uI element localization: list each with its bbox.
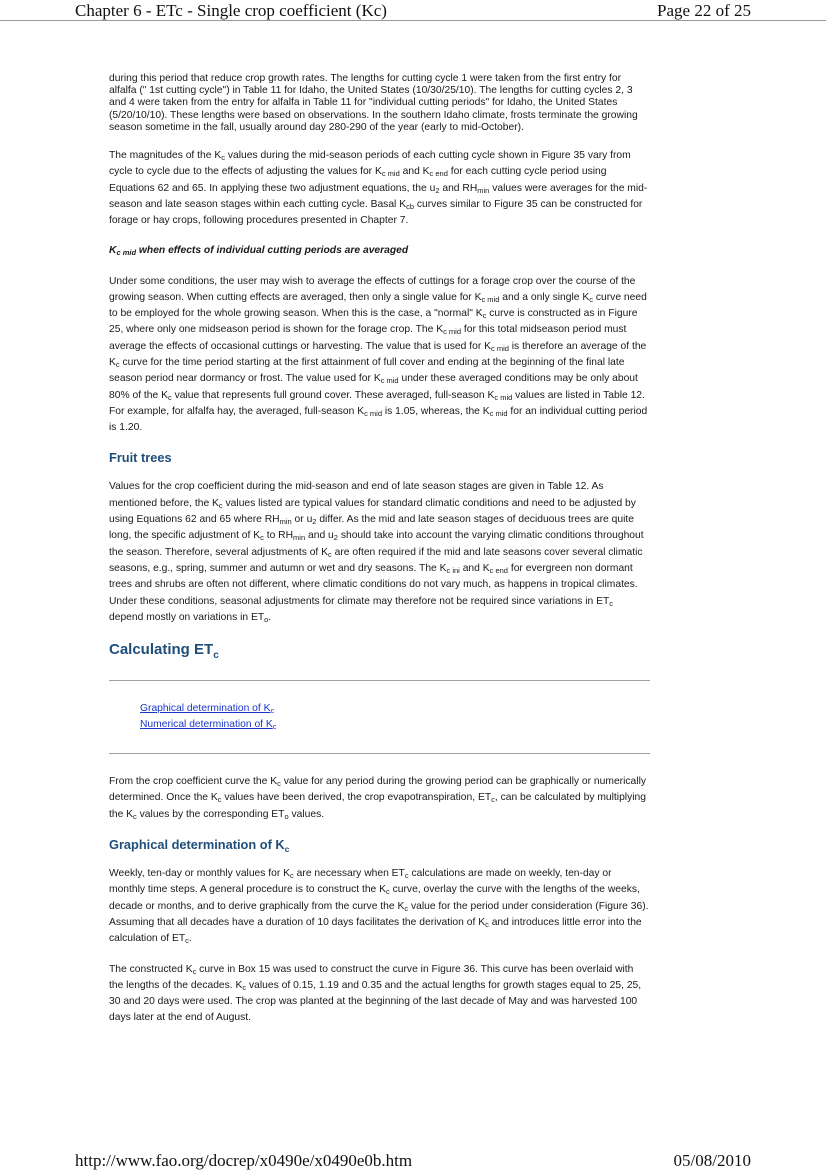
header-title: Chapter 6 - ETc - Single crop coefficient (Kc) (75, 1, 387, 20)
toc-link-numerical[interactable]: Numerical determination of $K_c$ (140, 719, 277, 732)
heading-calculating-etc: Calculating $ET_c$ (109, 641, 219, 662)
footer-date: 05/08/2010 (673, 1151, 751, 1170)
paragraph-averaged-cuttings: Under some conditions, the user may wish to average the effects of cuttings for a forage crop over the course of the growing season. When cutting effects are averaged, then only a single value for $K_{c mid}$ and a only single $K_c$ curve need to be employed for the whole growing season. When this is the case, a "normal" $K_c$ curve is constructed as in Figure 25, where only one midseason period is shown for the forage crop. The $K_{c mid}$ for this total midseason period must average the effects of occasional cuttings or harvesting. The value that is used for $K_{c mid}$ is therefore an average of the $K_c$ curve for the time period starting at the first attainment of full cover and ending at the beginning of the final late season period near dormancy or frost. The value used for $K_{c mid}$ under these averaged conditions may be only about 80% of the $K_c$ value that represents full ground cover. These averaged, full-season $K_{c mid}$ values are listed in Table 12. For example, for alfalfa hay, the averaged, full-season $K_{c mid}$ is 1.05, whereas, the $K_{c mid}$ for an individual cutting period is 1.20. (109, 275, 648, 434)
paragraph-box-15-curve: The constructed $K_c$ curve in Box 15 was used to construct the curve in Figure 36. This curve has been overlaid with the lengths of the decades. $K_c$ values of 0.15, 1.19 and 0.35 and the actual lengths for growth stages equal to 25, 25, 30 and 20 days were used. The crop was planted at the beginning of the last decade of May and was harvested 100 days later at the end of August. (109, 963, 642, 1024)
document-body (109, 73, 650, 1041)
paragraph-fruit-trees: Values for the crop coefficient during the mid-season and end of late season stages are given in Table 12. As mentioned before, the $K_c$ values listed are typical values for standard climatic conditions and need to be adjusted by using Equations 62 and 65 where $RH_{min}$ or $u_2$ differ. As the mid and late season stages of deciduous trees are quite long, the specific adjustment of $K_c$ to $RH_{min}$ and $u_2$ should take into account the varying climatic conditions throughout the season. Therefore, several adjustments of $K_c$ are often required if the mid and late seasons cover several climatic seasons, e.g., spring, summer and autumn or wet and dry seasons. The $K_{c ini}$ and $K_{c end}$ for evergreen non dormant trees and shrubs are often not different, where climatic conditions do not vary much, as happens in tropical climates. Under these conditions, seasonal adjustments for climate may therefore not be required since variations in $ET_c$ depend mostly on variations in $ET_o$. (109, 481, 644, 624)
toc-link-graphical[interactable]: Graphical determination of $K_c$ (140, 703, 275, 716)
heading-graphical-determination: Graphical determination of $K_c$ (109, 837, 290, 855)
footer-url: http://www.fao.org/docrep/x0490e/x0490e0b.htm (75, 1151, 413, 1170)
subheading-kc-mid-averaged: $K_{c mid}$ when effects of individual cutting periods are averaged (109, 244, 409, 257)
section-table-of-contents (109, 681, 650, 753)
toc-bottom-divider (109, 753, 650, 754)
heading-fruit-trees: Fruit trees (109, 450, 172, 466)
paragraph-kc-magnitudes: The magnitudes of the $K_c$ values during the mid-season periods of each cutting cycle shown in Figure 35 vary from cycle to cycle due to the effects of adjusting the values for $K_{c mid}$ and $K_{c end}$ for each cutting cycle period using Equations 62 and 65. In applying these two adjustment equations, the $u_2$ and $RH_{min}$ values were averages for the mid-season and late season stages within each cutting cycle. Basal $K_{cb}$ curves similar to Figure 35 can be constructed for forage or hay crops, following procedures presented in Chapter 7. (109, 150, 648, 227)
paragraph-cutting-cycles: during this period that reduce crop growth rates. The lengths for cutting cycle 1 were taken from the first entry for alfalfa (" 1st cutting cycle") in Table 11 for Idaho, the United States (10/30/25/10). The lengths for cutting cycles 2, 3 and 4 were taken from the entry for alfalfa in Table 11 for "individual cutting periods" for Idaho, the United States (5/20/10/10). These lengths were based on observations. In the southern Idaho climate, frosts terminate the growing season sometime in the fall, usually around day 280-290 of the year (early to mid-October). (109, 73, 638, 133)
paragraph-weekly-values: Weekly, ten-day or monthly values for $K_c$ are necessary when $ET_c$ calculations are made on weekly, ten-day or monthly time steps. A general procedure is to construct the $K_c$ curve, overlay the curve with the lengths of the weeks, decade or months, and to derive graphically from the curve the $K_c$ value for the period under consideration (Figure 36). Assuming that all decades have a duration of 10 days facilitates the derivation of $K_c$ and introduces little error into the calculation of $ET_c$. (109, 868, 649, 946)
header-divider (0, 20, 826, 21)
header-page-number: Page 22 of 25 (657, 1, 751, 20)
page-header (0, 0, 826, 22)
paragraph-crop-coefficient-curve: From the crop coefficient curve the $K_c$ value for any period during the growing period can be graphically or numerically determined. Once the $K_c$ values have been derived, the crop evapotranspiration, $ET_c$, can be calculated by multiplying the $K_c$ values by the corresponding $ET_o$ values. (109, 776, 647, 821)
